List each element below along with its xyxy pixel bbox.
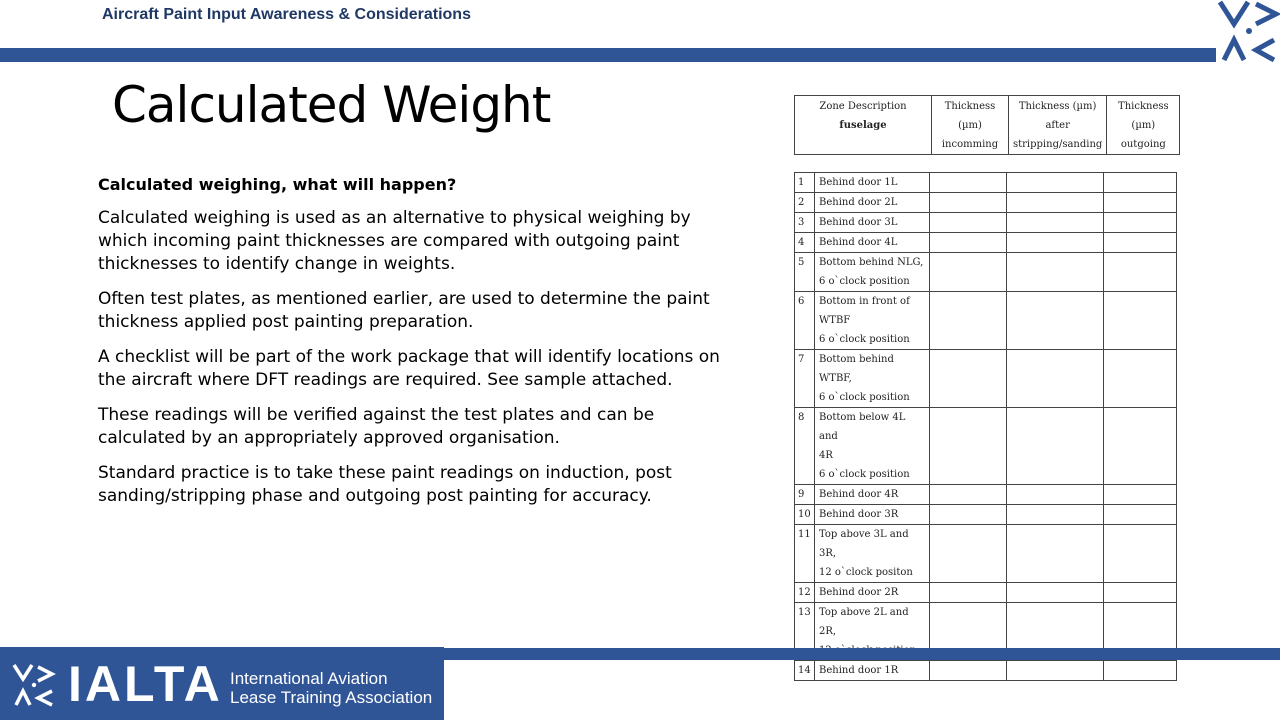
zone-number: 13 bbox=[795, 603, 815, 661]
slide-body bbox=[98, 173, 738, 520]
checklist-zone-table bbox=[794, 172, 1177, 681]
paragraph: Calculated weighing is used as an alternative to physical weighing by which incoming paint thicknesses are compared with outgoing paint thicknesses to identify change in weights. bbox=[98, 208, 691, 274]
thickness-incoming-cell[interactable] bbox=[930, 253, 1007, 292]
zone-description-line: Behind door 1L bbox=[819, 177, 898, 188]
table-row bbox=[795, 233, 1177, 253]
zone-description-line: 6 o`clock position bbox=[819, 276, 910, 287]
thickness-outgoing-cell[interactable] bbox=[1104, 350, 1177, 408]
zone-number: 11 bbox=[795, 525, 815, 583]
thickness-incoming-cell[interactable] bbox=[930, 173, 1007, 193]
top-divider-bar bbox=[0, 48, 1280, 62]
thickness-outgoing-cell[interactable] bbox=[1104, 525, 1177, 583]
zone-number: 14 bbox=[795, 661, 815, 681]
thickness-outgoing-cell[interactable] bbox=[1104, 408, 1177, 485]
zone-number: 7 bbox=[795, 350, 815, 408]
zone-number: 9 bbox=[795, 485, 815, 505]
zone-description-line: Bottom below 4L and bbox=[819, 412, 906, 442]
zone-description-line: Bottom behind WTBF, bbox=[819, 354, 894, 384]
zone-description bbox=[815, 583, 930, 603]
thickness-outgoing-cell[interactable] bbox=[1104, 292, 1177, 350]
zone-description bbox=[815, 485, 930, 505]
zone-description-line: Behind door 4R bbox=[819, 489, 899, 500]
zone-description bbox=[815, 525, 930, 583]
thickness-outgoing-cell[interactable] bbox=[1104, 505, 1177, 525]
thickness-outgoing-cell[interactable] bbox=[1104, 213, 1177, 233]
zone-description-line: Behind door 3R bbox=[819, 509, 899, 520]
zone-description-line: 12 o`clock positon bbox=[819, 567, 913, 578]
zone-description-line: WTBF bbox=[819, 315, 851, 326]
zone-number: 8 bbox=[795, 408, 815, 485]
zone-description-line: Bottom behind NLG, bbox=[819, 257, 924, 268]
table-row bbox=[795, 173, 1177, 193]
zone-number: 3 bbox=[795, 213, 815, 233]
zone-description-line: 6 o`clock position bbox=[819, 392, 910, 403]
ialta-chevron-logo-icon bbox=[1216, 0, 1280, 64]
zone-number: 5 bbox=[795, 253, 815, 292]
thickness-after-stripping-cell[interactable] bbox=[1007, 193, 1104, 213]
thickness-incoming-cell[interactable] bbox=[930, 583, 1007, 603]
zone-number: 1 bbox=[795, 173, 815, 193]
zone-description-header: Zone Description fuselage bbox=[795, 96, 932, 155]
zone-description-line: Behind door 2R bbox=[819, 587, 899, 598]
thickness-outgoing-cell[interactable] bbox=[1104, 193, 1177, 213]
brand-name: IALTA bbox=[68, 656, 223, 712]
table-row bbox=[795, 350, 1177, 408]
subheading: Calculated weighing, what will happen? bbox=[98, 175, 457, 194]
table-row bbox=[795, 408, 1177, 485]
thickness-after-stripping-cell[interactable] bbox=[1007, 661, 1104, 681]
table-row bbox=[795, 213, 1177, 233]
zone-description-line: Behind door 4L bbox=[819, 237, 898, 248]
thickness-after-stripping-cell[interactable] bbox=[1007, 233, 1104, 253]
zone-description bbox=[815, 173, 930, 193]
thickness-outgoing-cell[interactable] bbox=[1104, 661, 1177, 681]
thickness-after-stripping-cell[interactable] bbox=[1007, 505, 1104, 525]
thickness-outgoing-cell[interactable] bbox=[1104, 173, 1177, 193]
paragraph: Often test plates, as mentioned earlier, are used to determine the paint thickness applied post painting preparation. bbox=[98, 289, 710, 332]
thickness-incoming-cell[interactable] bbox=[930, 213, 1007, 233]
thickness-outgoing-header: Thickness (µm) outgoing bbox=[1107, 96, 1180, 155]
zone-description bbox=[815, 193, 930, 213]
table-row bbox=[795, 485, 1177, 505]
thickness-after-stripping-cell[interactable] bbox=[1007, 485, 1104, 505]
paragraph: These readings will be verified against the test plates and can be calculated by an appropriately approved organisation. bbox=[98, 405, 655, 448]
thickness-after-stripping-header: Thickness (µm) after stripping/sanding bbox=[1009, 96, 1107, 155]
zone-description bbox=[815, 253, 930, 292]
thickness-outgoing-cell[interactable] bbox=[1104, 485, 1177, 505]
zone-description bbox=[815, 213, 930, 233]
thickness-after-stripping-cell[interactable] bbox=[1007, 213, 1104, 233]
zone-description-line: 4R bbox=[819, 450, 833, 461]
thickness-after-stripping-cell[interactable] bbox=[1007, 173, 1104, 193]
table-row bbox=[795, 661, 1177, 681]
footer-brand-banner bbox=[0, 647, 444, 720]
thickness-incoming-header: Thickness (µm) incomming bbox=[932, 96, 1009, 155]
thickness-outgoing-cell[interactable] bbox=[1104, 583, 1177, 603]
zone-description-line: Behind door 1R bbox=[819, 665, 899, 676]
header-title: Aircraft Paint Input Awareness & Considerations bbox=[102, 6, 471, 23]
table-row bbox=[795, 505, 1177, 525]
thickness-incoming-cell[interactable] bbox=[930, 485, 1007, 505]
zone-number: 12 bbox=[795, 583, 815, 603]
checklist-header-table bbox=[794, 95, 1180, 155]
zone-description-line: Bottom in front of bbox=[819, 296, 910, 307]
zone-description-line: Behind door 2L bbox=[819, 197, 898, 208]
zone-description-line: 6 o`clock position bbox=[819, 334, 910, 345]
zone-description bbox=[815, 505, 930, 525]
thickness-after-stripping-cell[interactable] bbox=[1007, 350, 1104, 408]
thickness-incoming-cell[interactable] bbox=[930, 525, 1007, 583]
thickness-outgoing-cell[interactable] bbox=[1104, 253, 1177, 292]
zone-number: 10 bbox=[795, 505, 815, 525]
paragraph: Standard practice is to take these paint readings on induction, post sanding/stripping phase and outgoing post painting for accuracy. bbox=[98, 463, 672, 506]
thickness-outgoing-cell[interactable] bbox=[1104, 233, 1177, 253]
table-row bbox=[795, 193, 1177, 213]
table-row bbox=[795, 583, 1177, 603]
zone-description-line: 6 o`clock position bbox=[819, 469, 910, 480]
bottom-divider-bar bbox=[444, 648, 1280, 660]
thickness-after-stripping-cell[interactable] bbox=[1007, 583, 1104, 603]
zone-description bbox=[815, 292, 930, 350]
brand-tagline-line2: Lease Training Association bbox=[230, 688, 433, 707]
thickness-after-stripping-cell[interactable] bbox=[1007, 525, 1104, 583]
thickness-after-stripping-cell[interactable] bbox=[1007, 253, 1104, 292]
thickness-incoming-cell[interactable] bbox=[930, 193, 1007, 213]
thickness-incoming-cell[interactable] bbox=[930, 505, 1007, 525]
table-row bbox=[795, 292, 1177, 350]
zone-number: 2 bbox=[795, 193, 815, 213]
table-row bbox=[795, 253, 1177, 292]
slide-title: Calculated Weight bbox=[112, 76, 551, 134]
thickness-incoming-cell[interactable] bbox=[930, 233, 1007, 253]
zone-description bbox=[815, 661, 930, 681]
table-row bbox=[795, 525, 1177, 583]
zone-description bbox=[815, 408, 930, 485]
thickness-incoming-cell[interactable] bbox=[930, 350, 1007, 408]
zone-description bbox=[815, 350, 930, 408]
thickness-incoming-cell[interactable] bbox=[930, 408, 1007, 485]
zone-number: 4 bbox=[795, 233, 815, 253]
zone-description-line: Top above 2L and 2R, bbox=[819, 607, 909, 637]
zone-number: 6 bbox=[795, 292, 815, 350]
zone-description-line: Behind door 3L bbox=[819, 217, 898, 228]
thickness-incoming-cell[interactable] bbox=[930, 661, 1007, 681]
brand-tagline-line1: International Aviation bbox=[230, 669, 388, 688]
paragraph: A checklist will be part of the work package that will identify locations on the aircraft where DFT readings are required. See sample attached. bbox=[98, 347, 720, 390]
ialta-chevron-logo-icon bbox=[12, 663, 56, 707]
zone-description bbox=[815, 233, 930, 253]
thickness-after-stripping-cell[interactable] bbox=[1007, 408, 1104, 485]
thickness-incoming-cell[interactable] bbox=[930, 292, 1007, 350]
thickness-after-stripping-cell[interactable] bbox=[1007, 292, 1104, 350]
zone-description-line: Top above 3L and 3R, bbox=[819, 529, 909, 559]
